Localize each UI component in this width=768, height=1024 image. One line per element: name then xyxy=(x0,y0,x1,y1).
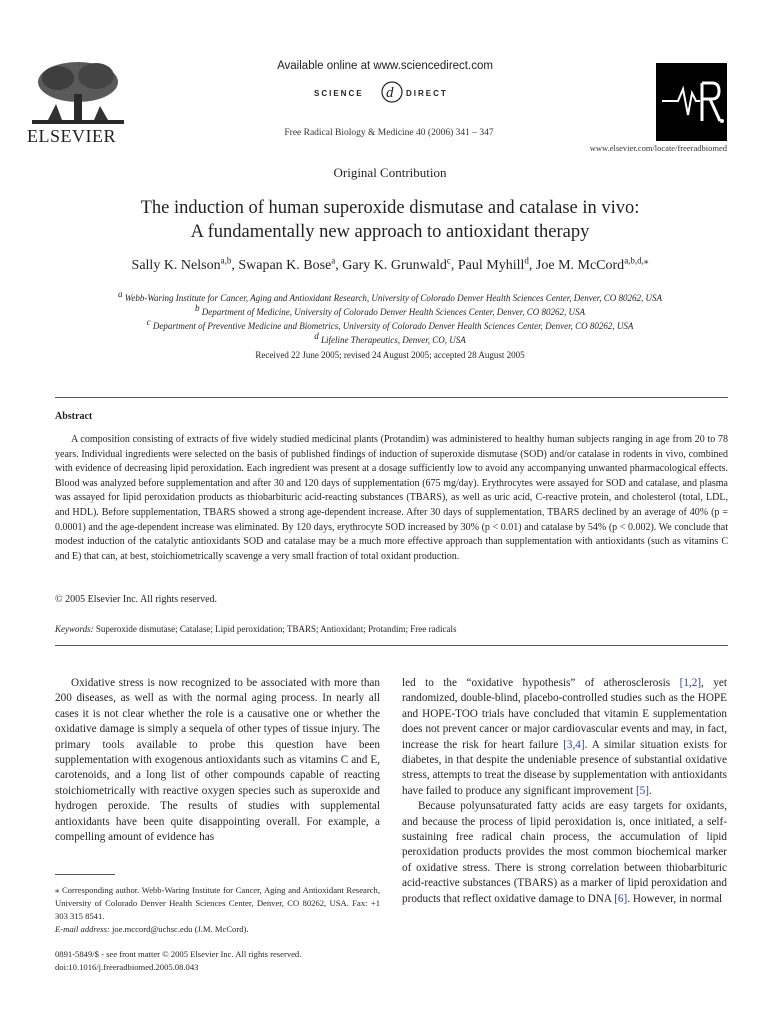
text-run: , yet randomized, double-blind, placebo-controlled studies such as the HOPE and HOPE-TOO trials have concluded that vitamin E supplementation does not prevent cancer or major cardiovascular events and may, in fact, increase the risk for heart failure xyxy=(402,677,727,751)
keywords xyxy=(55,624,728,634)
svg-text:SCIENCE: SCIENCE xyxy=(314,89,364,98)
citation-link[interactable]: [1,2] xyxy=(679,677,702,689)
svg-text:DIRECT: DIRECT xyxy=(406,89,448,98)
footnote-divider xyxy=(55,874,115,875)
affiliation-d xyxy=(30,333,750,347)
email-line xyxy=(55,923,380,936)
keywords-label: Keywords: xyxy=(55,624,94,634)
affiliations xyxy=(30,291,750,347)
author-affiliation-marker: a,b xyxy=(220,255,232,266)
author-affiliation-marker: a xyxy=(331,255,336,266)
author-list xyxy=(30,255,750,274)
author-separator: , xyxy=(231,258,239,273)
affiliation-text: Department of Preventive Medicine and Biometrics, University of Colorado Denver Health Sciences Center, Denver, CO 80262, USA xyxy=(152,321,634,331)
abstract-body xyxy=(55,433,728,564)
text-run: . xyxy=(648,784,652,797)
citation-link[interactable]: [3,4] xyxy=(563,738,585,751)
article-title xyxy=(40,196,740,244)
journal-url-link[interactable]: www.elsevier.com/locate/freeradbiomed xyxy=(589,143,727,153)
corresponding-author-text: ⁎ Corresponding author. Webb-Waring Institute for Cancer, Aging and Antioxidant Research, University of Colorado Denver Health Sciences Center, Denver, CO 80262, USA. Fax: +1 303 315 8541. xyxy=(55,885,380,921)
elsevier-tree-logo xyxy=(28,58,128,130)
body-column-right xyxy=(402,676,727,907)
article-type: Original Contribution xyxy=(333,165,447,180)
body-paragraph: Oxidative stress is now recognized to be associated with more than 200 diseases, as well as with the normal aging process. In nearly all cases it is not clear whether the role is a causative one or whether the oxidative damage is simply a sequela of other types of tissue injury. The primary tools available to probe this question have been supplementation with exogenous antioxidants such as vitamins C and E, carotenoids, and a long list of other compounds capable of reacting stoichiometrically with reactive oxygen species such as superoxide and hydrogen peroxide. The results of studies with supplemental antioxidants have been quite disappointing overall. For example, a compelling amount of evidence has xyxy=(55,677,380,844)
affiliation-text: Lifeline Therapeutics, Denver, CO, USA xyxy=(321,335,466,345)
doi-line[interactable]: doi:10.1016/j.freeradbiomed.2005.08.043 xyxy=(55,962,199,972)
affiliation-marker: b xyxy=(195,303,200,313)
author-name: Swapan K. Bose xyxy=(238,258,332,273)
received-dates: Received 22 June 2005; revised 24 August 2005; accepted 28 August 2005 xyxy=(255,350,525,360)
title-line-1: The induction of human superoxide dismutase and catalase in vivo: xyxy=(140,198,640,218)
affiliation-c xyxy=(30,319,750,333)
divider xyxy=(55,397,728,398)
issn-line: 0891-5849/$ - see front matter © 2005 Elsevier Inc. All rights reserved. xyxy=(55,949,302,959)
author-name: Gary K. Grunwald xyxy=(342,258,447,273)
svg-text:d: d xyxy=(386,85,394,101)
available-online-text[interactable]: Available online at www.sciencedirect.com xyxy=(277,60,493,72)
author-separator: , xyxy=(335,258,343,273)
journal-citation: Free Radical Biology & Medicine 40 (2006) 341 – 347 xyxy=(284,128,494,138)
sciencedirect-logo xyxy=(312,80,472,106)
email-label: E-mail address: xyxy=(55,924,110,934)
affiliation-marker: d xyxy=(314,331,319,341)
corresponding-author-footnote xyxy=(55,884,380,936)
abstract-heading: Abstract xyxy=(55,411,93,422)
abstract-copyright: © 2005 Elsevier Inc. All rights reserved. xyxy=(55,594,218,605)
affiliation-text: Webb-Waring Institute for Cancer, Aging and Antioxidant Research, University of Colorado Denver Health Sciences Center, Denver, CO 80262, USA xyxy=(124,293,663,303)
affiliation-marker: c xyxy=(146,317,151,327)
author-name: Joe M. McCord xyxy=(535,258,625,273)
divider xyxy=(55,645,728,646)
citation-link[interactable]: [6] xyxy=(614,892,628,905)
abstract-text: A composition consisting of extracts of five widely studied medicinal plants (Protandim) was administered to healthy human subjects ranging in age from 20 to 78 years. Individual ingredients were selected on the basis of published findings of induction of superoxide dismutase (SOD) and/or catalase in rodents in vivo, combined with evidence of decreasing lipid peroxidation. Each ingredient was present at a dosage sufficiently low to avoid any accompanying unwanted pharmacological effects. Blood was analyzed before supplementation and after 30 and 120 days of supplementation (675 mg/day). Erythrocytes were assayed for SOD and catalase, and plasma was assayed for lipid peroxidation products as thiobarbituric acid-reacting substances (TBARS), as well as uric acid, C-reactive protein, and cholesterol (total, LDL, and HDL). Before supplementation, TBARS showed a strong age-dependent increase. After 30 days of supplementation, TBARS declined by an average of 40% (p = 0.0001) and the age-dependent increase was eliminated. By 120 days, erythrocyte SOD increased by 30% (p < 0.01) and catalase by 54% (p < 0.002). We conclude that modest induction of the catalytic antioxidants SOD and catalase may be a much more effective approach than supplementation with antioxidants (such as vitamins C and E) that can, at best, stoichiometrically scavenge a very small fraction of total oxidant production. xyxy=(55,434,728,562)
author-name: Sally K. Nelson xyxy=(131,258,221,273)
text-run: . A similar situation exists for diabetes, in that despite the undeniable presence of substantial oxidative stress, attempts to treat the disease by supplementation with antioxidants have failed to produce any significant improvement xyxy=(402,738,727,797)
body-paragraph xyxy=(402,676,727,799)
affiliation-b xyxy=(30,305,750,319)
text-run: . However, in normal xyxy=(627,892,723,905)
author-separator: , xyxy=(528,258,536,273)
author-affiliation-marker: a,b,d,⁎ xyxy=(624,255,649,266)
body-paragraph xyxy=(402,799,727,907)
text-run: led to the “oxidative hypothesis” of atherosclerosis xyxy=(402,677,680,689)
body-column-left xyxy=(55,676,380,845)
email-address[interactable]: joe.mccord@uchsc.edu (J.M. McCord). xyxy=(109,924,249,934)
citation-link[interactable]: [5] xyxy=(635,784,649,797)
affiliation-a xyxy=(30,291,750,305)
author-affiliation-marker: c xyxy=(446,255,451,266)
title-line-2: A fundamentally new approach to antioxidant therapy xyxy=(190,222,590,242)
affiliation-text: Department of Medicine, University of Colorado Denver Health Sciences Center, Denver, CO 80262, USA xyxy=(201,307,585,317)
publisher-name: ELSEVIER xyxy=(27,126,116,146)
keywords-list: Superoxide dismutase; Catalase; Lipid peroxidation; TBARS; Antioxidant; Protandim; Free radicals xyxy=(95,624,457,634)
author-name: Paul Myhill xyxy=(457,258,525,273)
affiliation-marker: a xyxy=(117,289,123,299)
author-separator: , xyxy=(450,258,458,273)
journal-logo xyxy=(656,63,727,141)
author-affiliation-marker: d xyxy=(524,255,529,266)
text-run: Because polyunsaturated fatty acids are easy targets for oxidants, and because the process of lipid peroxidation is, once initiated, a self-sustaining free radical chain process, the accumulation of lipid peroxidation products provides the most common biochemical marker of oxidative stress. There is strong correlation between thiobarbituric acid-reactive substances (TBARS) as a marker of lipid peroxidation and products that reflect oxidative damage to DNA xyxy=(402,800,727,905)
front-matter xyxy=(55,948,380,974)
